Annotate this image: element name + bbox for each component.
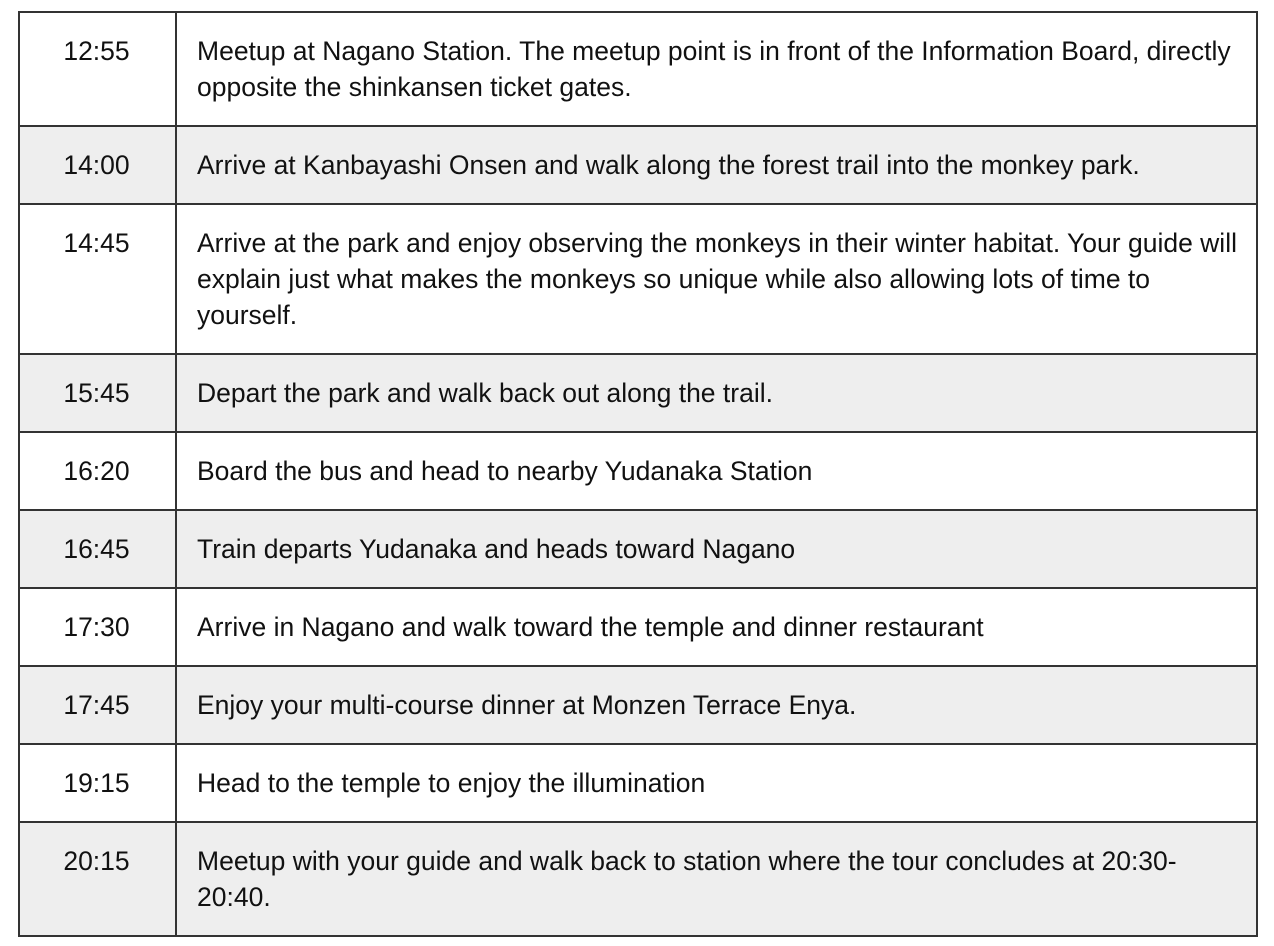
description-cell [176, 354, 1257, 432]
description-cell [176, 822, 1257, 936]
table-row [19, 432, 1257, 510]
table-row [19, 744, 1257, 822]
time-cell [19, 744, 176, 822]
time-cell [19, 510, 176, 588]
table-row [19, 510, 1257, 588]
itinerary-table [18, 11, 1258, 937]
description-text: Arrive at the park and enjoy observing the monkeys in their winter habitat. Your guide will explain just what makes the monkeys so unique while also allowing lots of time to yourself. [197, 228, 1237, 330]
description-text: Train departs Yudanaka and heads toward Nagano [197, 534, 796, 564]
description-text: Depart the park and walk back out along the trail. [197, 378, 773, 408]
time-cell [19, 12, 176, 126]
description-cell [176, 432, 1257, 510]
description-text: Enjoy your multi-course dinner at Monzen Terrace Enya. [197, 690, 857, 720]
description-cell [176, 126, 1257, 204]
time-label: 16:45 [63, 534, 130, 564]
time-cell [19, 822, 176, 936]
description-cell [176, 666, 1257, 744]
description-cell [176, 204, 1257, 354]
table-row [19, 204, 1257, 354]
time-label: 12:55 [63, 36, 130, 66]
time-label: 14:00 [63, 150, 130, 180]
time-cell [19, 354, 176, 432]
table-row [19, 12, 1257, 126]
time-cell [19, 204, 176, 354]
description-text: Board the bus and head to nearby Yudanaka Station [197, 456, 813, 486]
table-row [19, 126, 1257, 204]
description-text: Meetup at Nagano Station. The meetup point is in front of the Information Board, directly opposite the shinkansen ticket gates. [197, 36, 1231, 102]
description-text: Arrive at Kanbayashi Onsen and walk along the forest trail into the monkey park. [197, 150, 1140, 180]
time-cell [19, 126, 176, 204]
time-label: 19:15 [63, 768, 130, 798]
time-cell [19, 588, 176, 666]
description-cell [176, 744, 1257, 822]
description-cell [176, 510, 1257, 588]
itinerary-body [19, 12, 1257, 936]
description-text: Meetup with your guide and walk back to station where the tour concludes at 20:30-20:40. [197, 846, 1177, 912]
time-label: 17:30 [63, 612, 130, 642]
time-label: 14:45 [63, 228, 130, 258]
description-text: Arrive in Nagano and walk toward the temple and dinner restaurant [197, 612, 984, 642]
time-label: 15:45 [63, 378, 130, 408]
time-label: 16:20 [63, 456, 130, 486]
time-label: 17:45 [63, 690, 130, 720]
time-label: 20:15 [63, 846, 130, 876]
table-row [19, 822, 1257, 936]
description-text: Head to the temple to enjoy the illumination [197, 768, 706, 798]
description-cell [176, 12, 1257, 126]
description-cell [176, 588, 1257, 666]
table-row [19, 588, 1257, 666]
table-row [19, 666, 1257, 744]
time-cell [19, 432, 176, 510]
time-cell [19, 666, 176, 744]
table-row [19, 354, 1257, 432]
